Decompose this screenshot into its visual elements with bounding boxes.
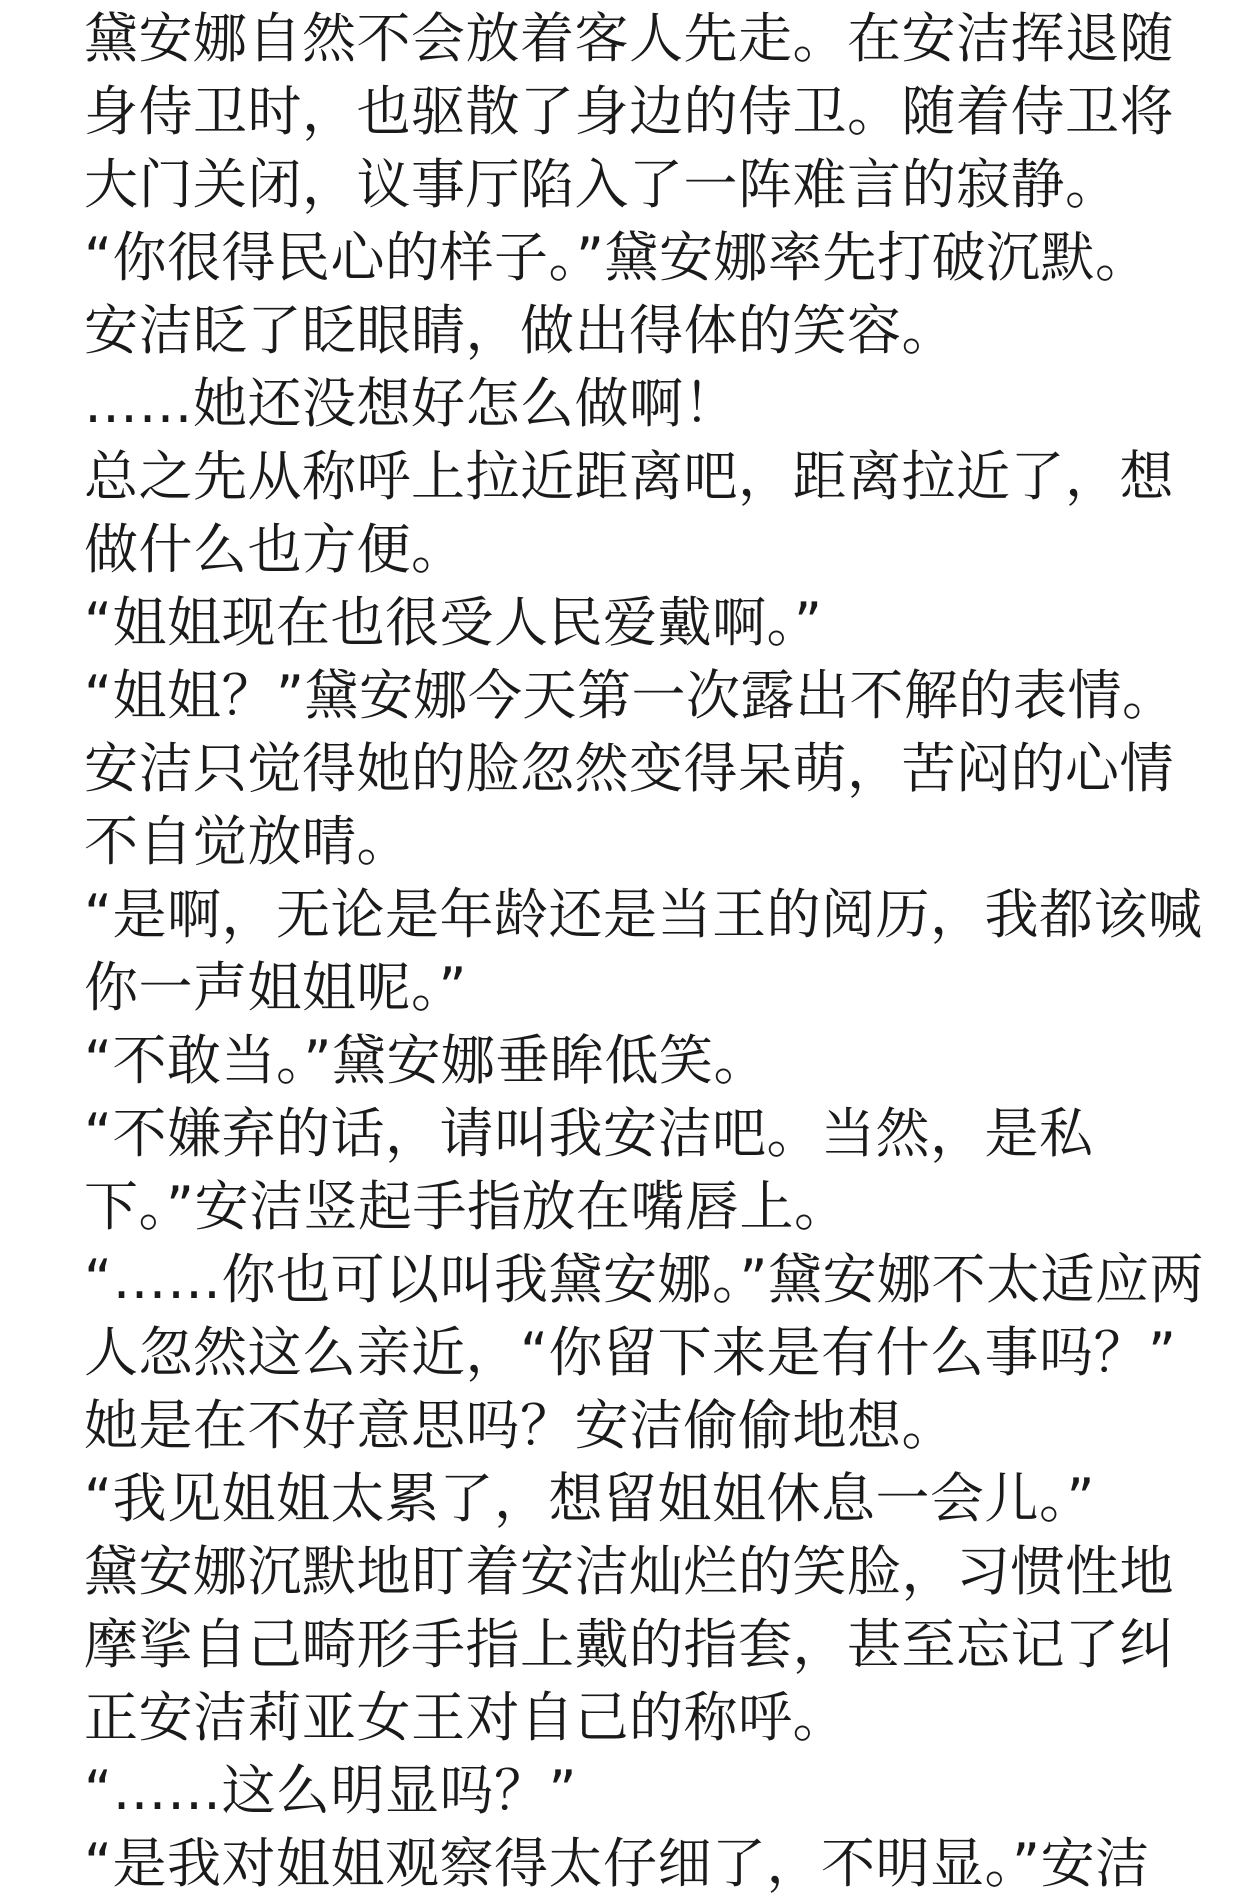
text-line: 安洁眨了眨眼睛，做出得体的笑容。 <box>84 299 956 362</box>
text-line: ……她还没想好怎么做啊！ <box>84 372 738 435</box>
text-line: 黛安娜沉默地盯着安洁灿烂的笑脸，习惯性地 <box>84 1540 1174 1603</box>
text-line: “是啊，无论是年龄还是当王的阅历，我都该喊 <box>84 883 1203 946</box>
text-line: “……这么明显吗？” <box>84 1759 577 1822</box>
text-line: “我见姐姐太累了，想留姐姐休息一会儿。” <box>84 1467 1095 1530</box>
text-line: 正安洁莉亚女王对自己的称呼。 <box>84 1686 847 1749</box>
text-line: “你很得民心的样子。”黛安娜率先打破沉默。 <box>84 226 1150 289</box>
text-line: “是我对姐姐观察得太仔细了，不明显。”安洁 <box>84 1832 1150 1895</box>
text-line: 黛安娜自然不会放着客人先走。在安洁挥退随 <box>84 7 1174 70</box>
text-line: 做什么也方便。 <box>84 518 466 581</box>
text-line: 安洁只觉得她的脸忽然变得呆萌，苦闷的心情 <box>84 737 1174 800</box>
text-line: 不自觉放晴。 <box>84 810 411 873</box>
text-line: 大门关闭，议事厅陷入了一阵难言的寂静。 <box>84 153 1120 216</box>
text-line: 下。”安洁竖起手指放在嘴唇上。 <box>84 1175 849 1238</box>
text-line: “不嫌弃的话，请叫我安洁吧。当然，是私 <box>84 1102 1094 1165</box>
text-line: 总之先从称呼上拉近距离吧，距离拉近了，想 <box>84 445 1174 508</box>
text-line: 身侍卫时，也驱散了身边的侍卫。随着侍卫将 <box>84 80 1174 143</box>
text-line: 你一声姐姐呢。” <box>84 956 467 1019</box>
text-line: “姐姐现在也很受人民爱戴啊。” <box>84 591 823 654</box>
text-line: 人忽然这么亲近，“你留下来是有什么事吗？” <box>84 1321 1177 1384</box>
text-line: “姐姐？”黛安娜今天第一次露出不解的表情。 <box>84 664 1177 727</box>
text-line: “……你也可以叫我黛安娜。”黛安娜不太适应两 <box>84 1248 1204 1311</box>
text-line: “不敢当。”黛安娜垂眸低笑。 <box>84 1029 768 1092</box>
novel-text-body <box>84 2 1204 1900</box>
text-line: 她是在不好意思吗？安洁偷偷地想。 <box>84 1394 956 1457</box>
text-line: 摩挲自己畸形手指上戴的指套，甚至忘记了纠 <box>84 1613 1174 1676</box>
